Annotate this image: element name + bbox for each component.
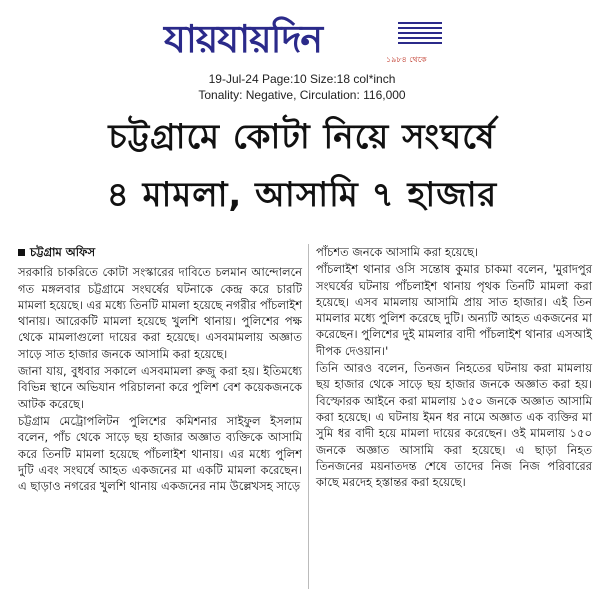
byline-square-icon — [18, 249, 25, 256]
clip-meta-line2: Tonality: Negative, Circulation: 116,000 — [198, 88, 406, 102]
headline-line2: ৪ মামলা, আসামি ৭ হাজার — [106, 175, 498, 215]
paragraph: পাঁচলাইশ থানার ওসি সন্তোষ কুমার চাকমা বলেন, 'মুরাদপুর সংঘর্ষের ঘটনায় পাঁচলাইশ থানায় পৃথক তিনটি মামলা করা হয়েছে। এসব মামলায় আসামি প্রায় সাত হাজার। এই তিন মামলার মধ্যে পুলিশ করেছে দুটি। অন্যটি আহত একজনের মা করেছেন। পুলিশের দুই মামলার বাদী পাঁচলাইশ থানার এসআই দীপক দেওয়ান।' — [316, 262, 592, 358]
byline — [18, 244, 302, 260]
newspaper-masthead — [160, 8, 450, 64]
article-column-left — [18, 244, 302, 495]
paragraph: জানা যায়, বুধবার সকালে এসবমামলা রুজু করা হয়। ইতিমধ্যে বিভিন্ন স্থানে অভিযান পরিচালনা করে পুলিশ বেশ কয়েকজনকে আটক করেছে। — [18, 364, 302, 411]
byline-text: চট্টগ্রাম অফিস — [30, 245, 96, 259]
article-column-right — [316, 244, 592, 491]
paragraph: পাঁচশত জনকে আসামি করা হয়েছে। — [316, 245, 479, 259]
logo-stripes — [398, 22, 442, 46]
paragraph: সরকারি চাকরিতে কোটা সংস্কারের দাবিতে চলমান আন্দোলনে গত মঙ্গলবার চট্টগ্রামে সংঘর্ষের ঘটনাকে কেন্দ্র করে চারটি মামলা হয়েছে। এর মধ্যে তিনটি মামলা হয়েছে নগরীর পাঁচলাইশ থানায়। আরেকটি মামলা হয়েছে খুলশি থানায়। পুলিশের পক্ষ থেকে মামলাগুলো দায়ের করা হয়েছে। এসবমামলায় অজ্ঞাত সাড়ে সাত হাজার জনকে আসামি করা হয়েছে। — [18, 265, 303, 361]
logo-tagline: ১৯৮৪ থেকে — [386, 55, 427, 64]
newspaper-logo: যায়যায়দিন — [164, 17, 323, 61]
headline-line1: চট্টগ্রামে কোটা নিয়ে সংঘর্ষে — [108, 117, 496, 157]
clip-meta-line1: 19-Jul-24 Page:10 Size:18 col*inch — [208, 72, 396, 86]
column-divider — [308, 244, 309, 589]
paragraph: চট্টগ্রাম মেট্রোপলিটন পুলিশের কমিশনার সাইফুল ইসলাম বলেন, পাঁচ থেকে সাড়ে ছয় হাজার অজ্ঞাত ব্যক্তিকে আসামি করে তিনটি মামলা হয়েছে পাঁচলাইশ থানায়। এর মধ্যে পুলিশ দুটি এবং সংঘর্ষে আহত একজনের মা একটি মামলা করেছেন। এ ছাড়াও নগরের খুলশি থানায় একজনের নাম উল্লেখসহ সাড়ে — [18, 413, 302, 494]
paragraph: তিনি আরও বলেন, তিনজন নিহতের ঘটনায় করা মামলায় ছয় হাজার থেকে সাড়ে ছয় হাজার জনকে অজ্ঞাত করা হয়। বিস্ফোরক আইনে করা মামলায় ১৫০ জনকে অজ্ঞাত আসামি করা হয়েছে। এ ঘটনায় ইমন ধর নামে অজ্ঞাত এক ব্যক্তির মা সুমি ধর বাদী হয়ে মামলা দায়ের করেছেন। ওই মামলায় ১৫০ জনকে অজ্ঞাত আসামি করা হয়েছে। এ ছাড়া নিহত তিনজনের ময়নাতদন্ত শেষে তাদের নিজ নিজ পরিবারের কাছে মরদেহ হস্তান্তর করা হয়েছে। — [316, 361, 592, 490]
